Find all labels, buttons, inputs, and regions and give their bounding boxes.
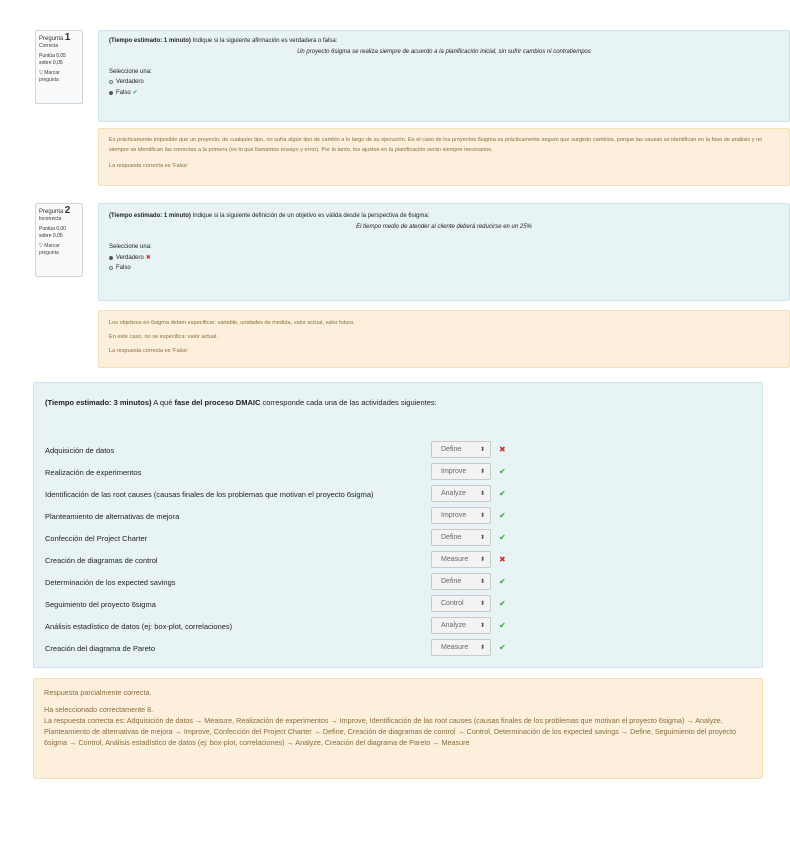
question-state: Correcta xyxy=(39,43,59,49)
activity-label: Confección del Project Charter xyxy=(45,534,148,543)
question-1-text: (Tiempo estimado: 1 minuto) Indique si la siguiente afirmación es verdadera o falsa: xyxy=(109,38,338,44)
correct-check-icon: ✔ xyxy=(499,533,506,542)
question-1-feedback xyxy=(98,128,790,186)
phase-select[interactable]: Control ⬍ xyxy=(431,595,491,612)
match-row xyxy=(45,617,535,635)
activity-label: Creación de diagramas de control xyxy=(45,556,158,565)
question-2-statement: El tiempo medio de atender al cliente deberá reducirse en un 25% xyxy=(356,224,532,230)
question-2-feedback xyxy=(98,310,790,368)
activity-label: Identificación de las root causes (causas finales de los problemas que motivan el proyecto 6sigma) xyxy=(45,490,374,499)
question-1-statement: Un proyecto 6sigma se realiza siempre de acuerdo a la planificación inicial, sin sufrir cambios ni contratiempos xyxy=(297,49,591,55)
option-verdadero[interactable]: Verdadero ✖ xyxy=(109,254,779,261)
phase-select[interactable]: Analyze ⬍ xyxy=(431,617,491,634)
match-row xyxy=(45,441,535,459)
question-score: Puntúa 0,00 sobre 0,05 xyxy=(39,226,66,239)
select-arrow-icon: ⬍ xyxy=(479,557,485,563)
correct-check-icon: ✔ xyxy=(499,643,506,652)
radio-button-selected[interactable] xyxy=(109,256,113,260)
option-falso[interactable]: Falso xyxy=(109,265,779,271)
correct-answer-text: La respuesta correcta es 'Falso' xyxy=(109,348,188,354)
activity-label: Determinación de los expected savings xyxy=(45,578,176,587)
correct-check-icon: ✔ xyxy=(132,90,138,96)
incorrect-x-icon: ✖ xyxy=(499,555,506,564)
question-2-text: (Tiempo estimado: 1 minuto) Indique si la siguiente definición de un objetivo es válida desde la perspectiva de 6sigma: xyxy=(109,213,430,219)
flag-question-link[interactable]: ▽ Marcar pregunta xyxy=(39,70,60,83)
activity-label: Creación del diagrama de Pareto xyxy=(45,644,156,653)
phase-select[interactable]: Analyze ⬍ xyxy=(431,485,491,502)
question-1-content xyxy=(98,30,790,122)
phase-select[interactable]: Measure ⬍ xyxy=(431,639,491,656)
radio-button[interactable] xyxy=(109,80,113,84)
activity-label: Adquisición de datos xyxy=(45,446,115,455)
question-3-text: (Tiempo estimado: 3 minutos) A qué fase del proceso DMAIC corresponde cada una de las actividades siguientes: xyxy=(45,398,437,407)
select-arrow-icon: ⬍ xyxy=(479,469,485,475)
correct-check-icon: ✔ xyxy=(499,577,506,586)
radio-button[interactable] xyxy=(109,266,113,270)
question-score: Puntúa 0,05 sobre 0,05 xyxy=(39,53,66,66)
correct-answer-text: La respuesta correcta es: Adquisición de datos → Measure, Realización de experimentos → Improve, Identificación de las root causes (causas finales de los problemas que motivan el proyecto 6sigma) → Analyze, Planteamiento de alternativas de mejora → Improve, Confección del Project Charter → Define, Creación de diagramas de control → Control, Determinación de los expected savings → Define, Seguimiento del proyecto 6sigma → Control, Análisis estadístico de datos (ej: box-plot, correlaciones) → Analyze, Creación del diagrama de Pareto → Measure xyxy=(44,716,736,747)
select-arrow-icon: ⬍ xyxy=(479,601,485,607)
correct-answer-text: La respuesta correcta es 'Falso' xyxy=(109,163,188,169)
question-3-content xyxy=(33,382,763,668)
correct-check-icon: ✔ xyxy=(499,599,506,608)
question-1-info xyxy=(35,30,83,104)
activity-label: Planteamiento de alternativas de mejora xyxy=(45,512,180,521)
select-arrow-icon: ⬍ xyxy=(479,645,485,651)
flag-question-link[interactable]: ▽ Marcar pregunta xyxy=(39,243,60,256)
match-row xyxy=(45,639,535,657)
select-one-label: Seleccione una: xyxy=(109,69,152,75)
phase-select[interactable]: Define ⬍ xyxy=(431,573,491,590)
match-row xyxy=(45,551,535,569)
match-row xyxy=(45,573,535,591)
feedback-text: Los objetivos en 6sigma deben especificar: variable, unidades de medida, valor actual, valor futuro. xyxy=(109,320,355,326)
match-row xyxy=(45,485,535,503)
correct-check-icon: ✔ xyxy=(499,621,506,630)
option-falso[interactable]: Falso ✔ xyxy=(109,89,779,96)
select-arrow-icon: ⬍ xyxy=(479,447,485,453)
correct-check-icon: ✔ xyxy=(499,467,506,476)
select-one-label: Seleccione una: xyxy=(109,244,152,250)
select-arrow-icon: ⬍ xyxy=(479,535,485,541)
incorrect-x-icon: ✖ xyxy=(499,445,506,454)
question-2-info xyxy=(35,203,83,277)
phase-select[interactable]: Define ⬍ xyxy=(431,529,491,546)
correct-check-icon: ✔ xyxy=(499,489,506,498)
activity-label: Análisis estadístico de datos (ej: box-plot, correlaciones) xyxy=(45,622,233,631)
select-arrow-icon: ⬍ xyxy=(479,491,485,497)
feedback-text: Es prácticamente imposible que un proyecto, de cualquier tipo, no sufra algún tipo de cambio a lo largo de su ejecución. En el caso de los proyectos 6sigma es prácticamente seguro que surgirán cambios, porque las causas se identifican en la fase de análisis y no siempre se identifican las correctas a la primera (es lo que llamamos ensayo y error). Por lo tanto, los ajustes en la planificación serán siempre necesarios. xyxy=(109,137,763,153)
match-row xyxy=(45,507,535,525)
question-state: Incorrecta xyxy=(39,216,62,222)
option-verdadero[interactable]: Verdadero xyxy=(109,79,779,85)
feedback-summary: Respuesta parcialmente correcta. xyxy=(44,688,152,697)
feedback-count: Ha seleccionado correctamente 8. xyxy=(44,705,154,714)
match-row xyxy=(45,595,535,613)
question-3-feedback xyxy=(33,678,763,779)
phase-select[interactable]: Define ⬍ xyxy=(431,441,491,458)
feedback-text: En este caso, no se especifica: valor actual. xyxy=(109,334,218,340)
select-arrow-icon: ⬍ xyxy=(479,579,485,585)
activity-label: Seguimiento del proyecto 6sigma xyxy=(45,600,156,609)
match-row xyxy=(45,529,535,547)
select-arrow-icon: ⬍ xyxy=(479,623,485,629)
activity-label: Realización de experimentos xyxy=(45,468,142,477)
correct-check-icon: ✔ xyxy=(499,511,506,520)
phase-select[interactable]: Improve ⬍ xyxy=(431,507,491,524)
question-label: Pregunta 1 xyxy=(39,32,71,43)
question-2-content xyxy=(98,203,790,301)
phase-select[interactable]: Measure ⬍ xyxy=(431,551,491,568)
incorrect-x-icon: ✖ xyxy=(145,255,151,261)
match-row xyxy=(45,463,535,481)
select-arrow-icon: ⬍ xyxy=(479,513,485,519)
radio-button-selected[interactable] xyxy=(109,91,113,95)
phase-select[interactable]: Improve ⬍ xyxy=(431,463,491,480)
question-label: Pregunta 2 xyxy=(39,205,71,216)
